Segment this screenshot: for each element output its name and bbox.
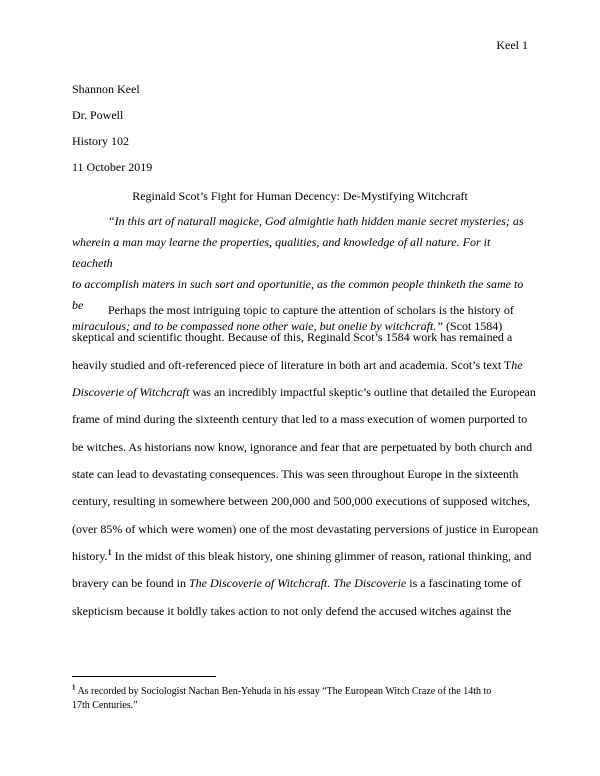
- instructor-name: Dr. Powell: [72, 108, 124, 122]
- body-line: [72, 549, 531, 564]
- body-text: is a fascinating tome of: [406, 576, 522, 590]
- epigraph-line: miraculous; and to be compassed none other waie, but onelie by witchcraft.”: [72, 319, 443, 333]
- footnote: [72, 685, 532, 698]
- body-line: century, resulting in somewhere between 200,000 and 500,000 executions of supposed witches,: [72, 494, 531, 508]
- body-text: heavily studied and oft-referenced piece of literature in both art and academia. Scot’s text T: [72, 358, 512, 372]
- body-line: frame of mind during the sixteenth century that led to a mass execution of women purported to: [72, 412, 528, 426]
- body-line: Perhaps the most intriguing topic to capture the attention of scholars is the history of: [108, 303, 514, 317]
- body-line: skeptical and scientific thought. Because of this, Reginald Scot’s 1584 work has remained a: [72, 330, 513, 344]
- footnote-continuation: 17th Centuries.”: [72, 700, 138, 711]
- author-name: Shannon Keel: [72, 82, 140, 96]
- date: 11 October 2019: [72, 160, 153, 174]
- body-line: [72, 385, 536, 400]
- epigraph-line: “In this art of naturall magicke, God almightie hath hidden manie secret mysteries; as: [108, 214, 524, 228]
- course-name: History 102: [72, 134, 129, 148]
- footnote-marker: 1: [72, 683, 76, 692]
- body-line: be witches. As historians now know, ignorance and fear that are perpetuated by both church and: [72, 440, 533, 454]
- epigraph-line: to accomplish maters in such sort and oportunitie, as the common people thinketh the same to be: [72, 277, 524, 312]
- body-line: state can lead to devastating consequences. This was seen throughout Europe in the sixteenth: [72, 467, 519, 481]
- paper-title: Reginald Scot’s Fight for Human Decency: De-Mystifying Witchcraft: [132, 189, 468, 203]
- body-text: In the midst of this bleak history, one shining glimmer of reason, rational thinking, and: [114, 549, 532, 563]
- book-title: Discoverie of Witchcraft: [72, 385, 190, 399]
- body-line: (over 85% of which were women) one of the most devastating perversions of justice in European: [72, 522, 539, 536]
- body-text: was an incredibly impactful skeptic’s outline that detailed the European: [189, 385, 536, 399]
- running-head: Keel 1: [496, 38, 528, 52]
- body-text: history.: [72, 549, 108, 563]
- book-title: The Discoverie of Witchcraft. The Discoverie: [188, 576, 407, 590]
- epigraph-citation: (Scot 1584): [445, 319, 503, 333]
- epigraph: [72, 211, 528, 337]
- body-line: [72, 358, 523, 373]
- body-line: [72, 576, 521, 591]
- footnote-text: As recorded by Sociologist Nachan Ben-Yehuda in his essay “The European Witch Craze of the 14th to: [75, 686, 492, 697]
- footnote-reference[interactable]: 1: [107, 548, 112, 557]
- body-line: skepticism because it boldly takes action to not only defend the accused witches against the: [72, 604, 512, 618]
- book-title-fragment: he: [511, 358, 523, 372]
- epigraph-line: wherein a man may learne the properties, qualities, and knowledge of all nature. For it teacheth: [72, 235, 491, 270]
- footnote-separator: [72, 676, 216, 677]
- body-text: bravery can be found in: [72, 576, 189, 590]
